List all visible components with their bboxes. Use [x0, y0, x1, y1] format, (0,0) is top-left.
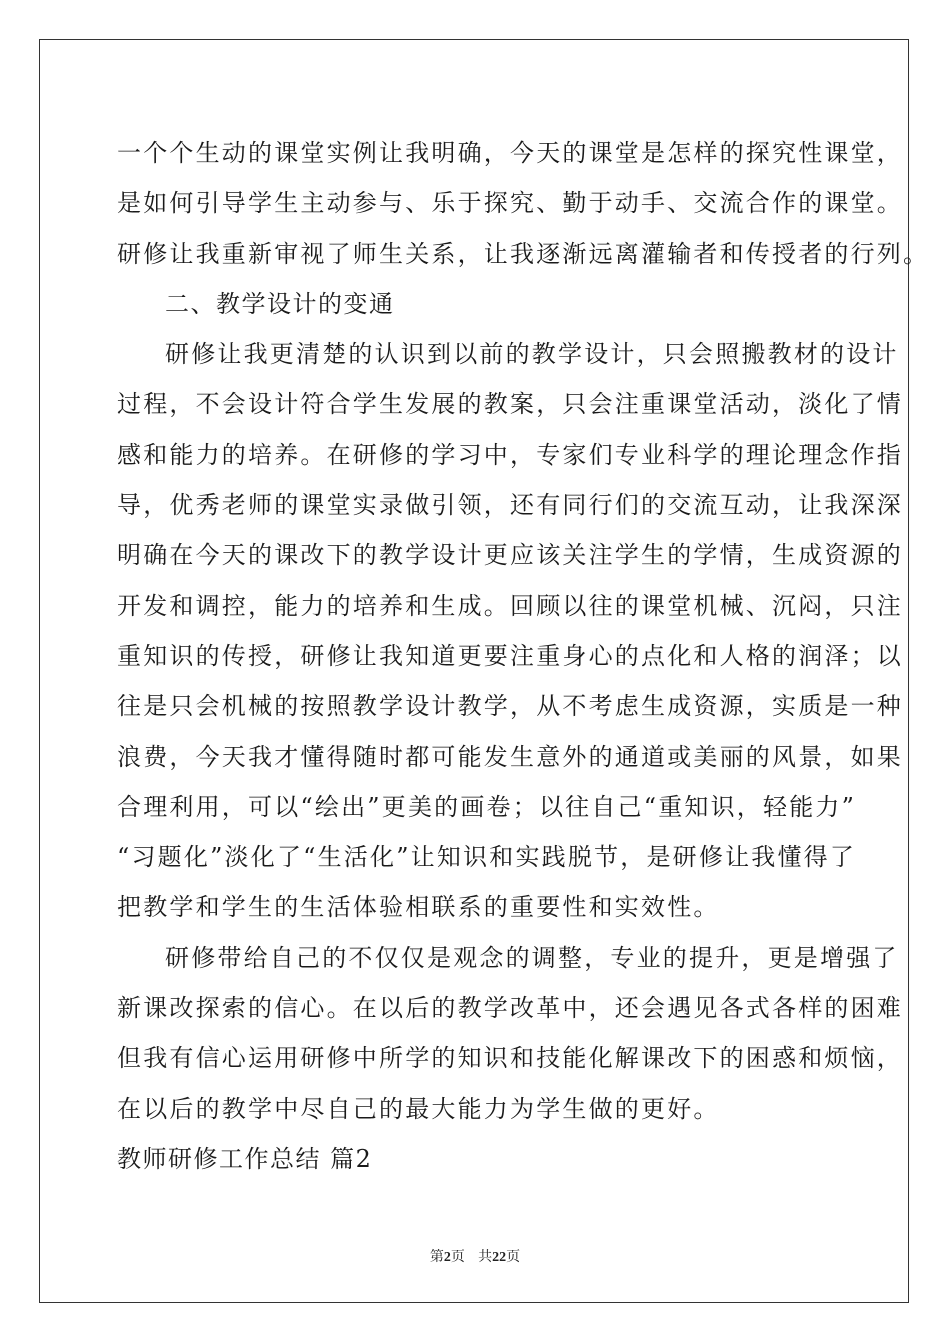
body-line: 重知识的传授，研修让我知道更要注重身心的点化和人格的润泽；以: [117, 641, 903, 670]
body-line: 导，优秀老师的课堂实录做引领，还有同行们的交流互动，让我深深: [117, 491, 903, 520]
footer-middle: 页 共: [450, 1249, 493, 1265]
body-line: 一个个生动的课堂实例让我明确，今天的课堂是怎样的探究性课堂，: [117, 139, 903, 167]
body-line: 研修带给自己的不仅仅是观念的调整，专业的提升，更是增强了: [165, 943, 899, 972]
document-body: [117, 128, 930, 1184]
body-line: 浪费，今天我才懂得随时都可能发生意外的通道或美丽的风景，如果: [117, 742, 903, 771]
body-line: 在以后的教学中尽自己的最大能力为学生做的更好。: [117, 1094, 720, 1123]
body-line: 研修让我更清楚的认识到以前的教学设计，只会照搬教材的设计: [165, 340, 899, 369]
footer-suffix: 页: [506, 1249, 521, 1265]
body-line: 是如何引导学生主动参与、乐于探究、勤于动手、交流合作的课堂。: [117, 189, 903, 218]
body-line: 感和能力的培养。在研修的学习中，专家们专业科学的理论理念作指: [117, 440, 903, 469]
body-line: 新课改探索的信心。在以后的教学改革中，还会遇见各式各样的困难: [117, 994, 903, 1023]
body-line: “习题化”淡化了“生活化”让知识和实践脱节，是研修让我懂得了: [117, 843, 857, 872]
body-line: 合理利用，可以“绘出”更美的画卷；以往自己“重知识，轻能力”: [117, 792, 857, 821]
body-line: 明确在今天的课改下的教学设计更应该关注学生的学情，生成资源的: [117, 541, 903, 570]
footer-prefix: 第: [429, 1249, 444, 1265]
current-page-number: 2: [443, 1250, 451, 1265]
page-footer: [0, 1248, 950, 1267]
body-line: 把教学和学生的生活体验相联系的重要性和实效性。: [117, 893, 720, 922]
body-line: 研修让我重新审视了师生关系，让我逐渐远离灌输者和传授者的行列。: [117, 239, 930, 268]
total-page-count: 22: [492, 1250, 507, 1265]
body-line: 往是只会机械的按照教学设计教学，从不考虑生成资源，实质是一种: [117, 692, 903, 721]
body-line: 过程，不会设计符合学生发展的教案，只会注重课堂活动，淡化了情: [117, 390, 903, 419]
section-heading: 二、教学设计的变通: [165, 289, 395, 318]
body-line: 但我有信心运用研修中所学的知识和技能化解课改下的困惑和烦恼，: [117, 1044, 903, 1073]
article-title: 教师研修工作总结 篇2: [117, 1144, 373, 1173]
body-line: 开发和调控，能力的培养和生成。回顾以往的课堂机械、沉闷，只注: [117, 591, 903, 620]
